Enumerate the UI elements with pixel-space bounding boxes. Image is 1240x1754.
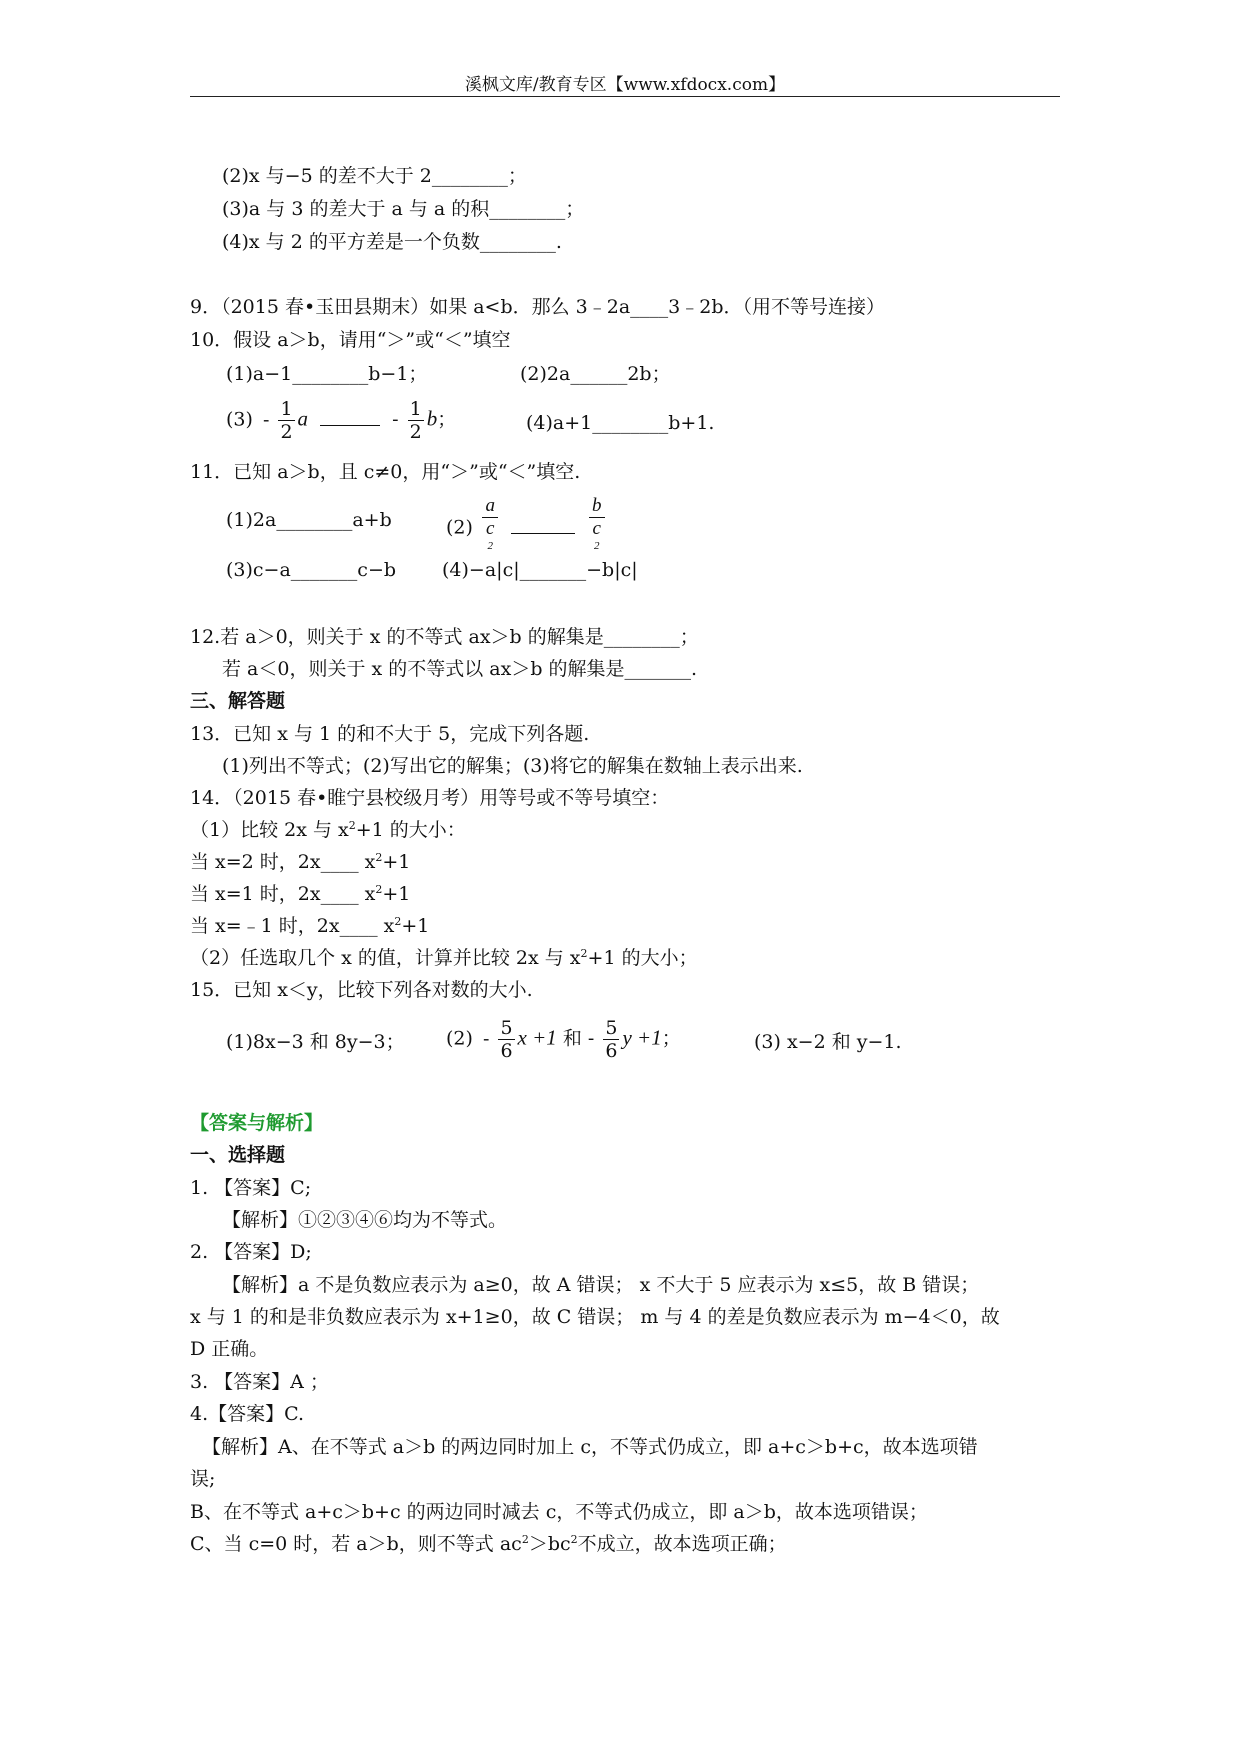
q8-part3: (3)a 与 3 的差大于 a 与 a 的积________；	[222, 198, 585, 220]
q12-line2: 若 a＜0，则关于 x 的不等式以 ax＞b 的解集是_______.	[222, 658, 698, 680]
half-fraction-b	[408, 398, 424, 443]
answer-2-explanation-1: 【解析】a 不是负数应表示为 a≥0，故 A 错误； x 不大于 5 应表示为 x≤5，故 B 错误；	[222, 1274, 980, 1296]
q14-row-x1: 当 x=1 时，2x____ $x^2+1$	[190, 883, 411, 905]
q15-part2: (2) - $\frac{5}{6}$ x +1 和 - $\frac{5}{6}$ y +1；	[446, 1017, 681, 1062]
answer-1: 1. 【答案】C;	[190, 1177, 312, 1199]
q10-part4: (4)a+1________b+1.	[526, 412, 715, 434]
answer-blank	[511, 515, 575, 534]
q14-stem: 14．（2015 春•睢宁县校级月考）用等号或不等号填空：	[190, 787, 670, 809]
fraction-b-over-c2	[589, 495, 605, 562]
header-rule	[190, 96, 1060, 97]
q11-part3: (3)c−a_______c−b	[226, 559, 397, 581]
q15-part3: (3) x−2 和 y−1.	[754, 1031, 902, 1053]
answer-4: 4.【答案】C.	[190, 1403, 305, 1425]
answer-3: 3. 【答案】A ；	[190, 1371, 329, 1393]
q13-parts: (1)列出不等式；(2)写出它的解集；(3)将它的解集在数轴上表示出来.	[222, 755, 803, 777]
page-header: 溪枫文库/教育专区【www.xfdocx.com】	[464, 75, 786, 95]
q13-stem: 13．已知 x 与 1 的和不大于 5，完成下列各题.	[190, 723, 590, 745]
half-fraction-a	[278, 398, 294, 443]
denominator: 2	[409, 421, 422, 443]
q10-part3-label: (3)	[226, 408, 253, 431]
five-sixths-fraction: $\frac{5}{6}$	[605, 1017, 618, 1062]
q10-part3-minus-b: -	[392, 408, 399, 431]
q11-part2	[446, 495, 608, 562]
numerator: a	[482, 495, 498, 518]
answers-title: 【答案与解析】	[190, 1112, 324, 1134]
q9-text: 9．（2015 春•玉田县期末）如果 a<b．那么 3﹣2a____3﹣2b．（用不等号连接）	[190, 296, 886, 318]
q14-part1: （1）比较 2x 与 $x^2+1$ 的大小：	[190, 819, 466, 841]
answer-4-explanation-2: 误;	[190, 1468, 216, 1490]
answer-2-explanation-2: x 与 1 的和是非负数应表示为 x+1≥0，故 C 错误； m 与 4 的差是负数应表示为 m−4＜0，故	[190, 1306, 1000, 1328]
q15-stem: 15．已知 x＜y，比较下列各对数的大小.	[190, 979, 533, 1001]
q11-part4: (4)−a|c|_______−b|c|	[442, 559, 638, 581]
q14-row-xneg1: 当 x=﹣1 时，2x____ $x^2+1$	[190, 915, 430, 937]
q15-part1: (1)8x−3 和 8y−3；	[226, 1031, 405, 1053]
q12-line1: 12.若 a＞0，则关于 x 的不等式 ax＞b 的解集是________；	[190, 626, 699, 648]
numerator: 1	[409, 398, 422, 420]
answers-section1: 一、选择题	[190, 1144, 286, 1166]
answer-1-explanation: 【解析】①②③④⑥均为不等式。	[222, 1209, 508, 1231]
answer-4-explanation-1: 【解析】A、在不等式 a＞b 的两边同时加上 c，不等式仍成立，即 a+c＞b+c，故本选项错	[202, 1436, 978, 1458]
five-sixths-fraction: $\frac{5}{6}$	[500, 1017, 513, 1062]
q10-part3	[226, 398, 456, 443]
answer-4-option-b: B、在不等式 a+c＞b+c 的两边同时减去 c，不等式仍成立，即 a＞b，故本选项错误；	[190, 1501, 928, 1523]
denominator: c $^2$	[485, 518, 495, 552]
q11-part2-label: (2)	[446, 516, 473, 539]
answer-blank	[320, 407, 380, 426]
q8-part2: (2)x 与−5 的差不大于 2________；	[222, 165, 527, 187]
q10-part1: (1)a−1________b−1；	[226, 363, 428, 385]
var-a: a	[297, 406, 309, 431]
section-title: 三、解答题	[190, 690, 286, 712]
q11-part1: (1)2a________a+b	[226, 509, 392, 531]
q11-stem: 11．已知 a＞b，且 c≠0，用“＞”或“＜”填空.	[190, 461, 581, 483]
q14-row-x2: 当 x=2 时，2x____ $x^2+1$	[190, 851, 411, 873]
var-b: b	[426, 406, 438, 431]
numerator: b	[589, 495, 605, 518]
q10-part2: (2)2a______2b；	[520, 363, 671, 385]
answer-4-option-c: C、当 c=0 时，若 a＞b，则不等式 $ac^2>bc^2$不成立，故本选项正确；	[190, 1533, 787, 1555]
answer-2: 2. 【答案】D;	[190, 1241, 312, 1263]
q10-part3-minus-a: -	[262, 408, 270, 431]
q8-part4: (4)x 与 2 的平方差是一个负数________.	[222, 231, 562, 253]
answer-2-explanation-3: D 正确。	[190, 1338, 269, 1360]
q14-part2: （2）任选取几个 x 的值，计算并比较 2x 与 $x^2+1$ 的大小；	[190, 947, 698, 969]
numerator: 1	[280, 398, 293, 420]
denominator: c $^2$	[592, 518, 601, 552]
q10-stem: 10．假设 a＞b，请用“＞”或“＜”填空	[190, 329, 511, 351]
denominator: 2	[280, 421, 293, 443]
semicolon: ；	[437, 408, 457, 431]
fraction-a-over-c2	[482, 495, 498, 562]
